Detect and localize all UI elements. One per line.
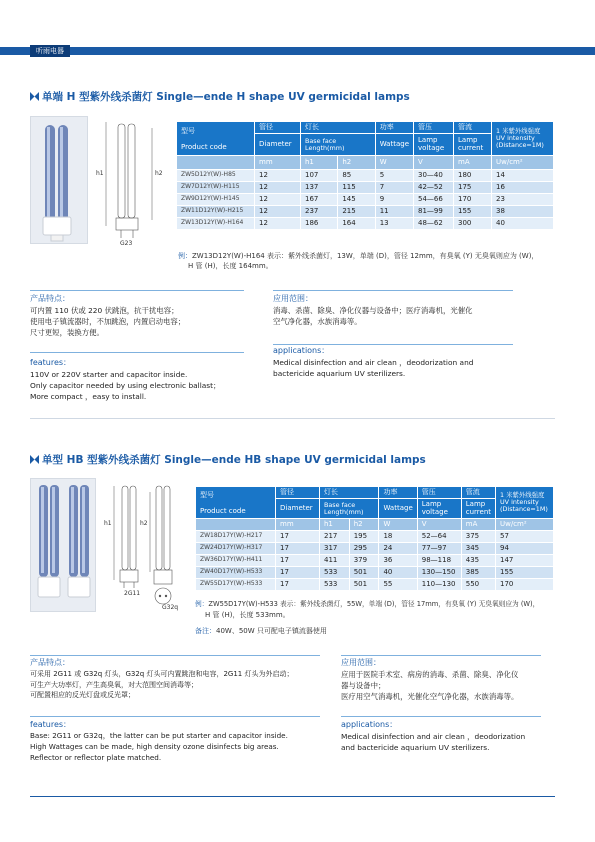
apps-en-item: bactericide aquarium UV sterilizers. xyxy=(273,369,406,379)
example-label: 例： xyxy=(178,252,192,260)
cell-wattage: 36 xyxy=(379,555,417,567)
cell-diameter: 12 xyxy=(255,206,301,218)
cell-diameter: 12 xyxy=(255,194,301,206)
table-row xyxy=(177,170,554,182)
features-cn-item: 可内置 110 伏或 220 伏跳泡，抗干扰电容； xyxy=(30,306,179,315)
cell-h2: 379 xyxy=(349,555,379,567)
example-line-2: H 管 (H)，长度 533mm。 xyxy=(205,610,290,619)
cell-h2: 164 xyxy=(338,218,375,230)
cell-voltage: 110—130 xyxy=(417,579,461,591)
cell-diameter: 17 xyxy=(276,543,320,555)
th-length-en: Base face Length(mm) xyxy=(301,134,376,156)
cell-h1: 237 xyxy=(301,206,338,218)
cell-uv: 57 xyxy=(496,531,554,543)
brand-tag: 听雨电器 xyxy=(30,45,70,57)
cell-code: ZW36D17Y(W)-H411 xyxy=(196,555,276,567)
table-row xyxy=(177,206,554,218)
cell-h1: 167 xyxy=(301,194,338,206)
th-wattage-en: Wattage xyxy=(379,499,417,519)
th-length-cn: 灯长 xyxy=(320,487,379,499)
dim-h2-label: h2 xyxy=(155,170,163,177)
example-line-2: H 管 (H)，长度 164mm。 xyxy=(188,262,273,271)
cell-voltage: 30—40 xyxy=(414,170,454,182)
unit-h1: h1 xyxy=(320,519,350,531)
dim-h1-label: h1 xyxy=(104,520,112,527)
dim-h2-label: h2 xyxy=(140,520,148,527)
section2-title-text: 单型 HB 型紫外线杀菌灯 Single—ende HB shape UV germicidal lamps xyxy=(42,454,426,466)
bowtie-icon xyxy=(30,455,39,464)
section2-spec-table xyxy=(195,486,554,591)
unit-uw: Uw/cm² xyxy=(492,156,554,170)
th-model-en: Product code xyxy=(200,507,246,515)
cell-h1: 186 xyxy=(301,218,338,230)
cell-diameter: 12 xyxy=(255,218,301,230)
th-diameter-cn: 管径 xyxy=(276,487,320,499)
th-length-en: Base face Length(mm) xyxy=(320,499,379,519)
cell-current: 435 xyxy=(461,555,495,567)
features-cn-item: 可采用 2G11 或 G32q 灯头，G32q 灯头可内置跳泡和电容，2G11 灯头为外启动； xyxy=(30,670,294,678)
th-uv-cn: 1 米紫外线强度 xyxy=(496,127,541,136)
apps-cn-heading: 应用范围： xyxy=(273,294,313,303)
bowtie-icon xyxy=(30,92,39,101)
cell-h2: 215 xyxy=(338,206,375,218)
divider xyxy=(341,655,541,656)
cell-current: 385 xyxy=(461,567,495,579)
section1-title-text: 单端 H 型紫外线杀菌灯 Single—ende H shape UV germicidal lamps xyxy=(42,91,410,103)
features-en-item: More compact ，easy to install. xyxy=(30,392,147,402)
features-en-heading: features： xyxy=(30,358,72,367)
lamp-h-photo xyxy=(30,116,88,244)
cell-current: 300 xyxy=(454,218,492,230)
th-diameter-cn: 管径 xyxy=(255,122,301,134)
lamp-hb-diagram xyxy=(102,480,182,614)
dim-h1-label: h1 xyxy=(96,170,104,177)
cell-h1: 107 xyxy=(301,170,338,182)
cell-uv: 16 xyxy=(492,182,554,194)
cell-h2: 295 xyxy=(349,543,379,555)
cell-h2: 501 xyxy=(349,567,379,579)
cell-current: 180 xyxy=(454,170,492,182)
cell-h2: 195 xyxy=(349,531,379,543)
cell-code: ZW24D17Y(W)-H317 xyxy=(196,543,276,555)
cell-wattage: 13 xyxy=(375,218,413,230)
unit-spacer xyxy=(196,519,276,531)
cell-h1: 217 xyxy=(320,531,350,543)
th-model-cn: 型号 xyxy=(200,490,214,499)
cell-voltage: 48—62 xyxy=(414,218,454,230)
example-line-1: ZW55D17Y(W)-H533 表示：紫外线杀菌灯，55W，单端 (D)，管径 17mm，有臭氧 (Y) 无臭氧则应为 (W)， xyxy=(208,600,540,608)
divider xyxy=(341,716,541,717)
unit-ma: mA xyxy=(454,156,492,170)
unit-h2: h2 xyxy=(349,519,379,531)
features-cn-item: 可配置相应的反光灯盘或反光罩； xyxy=(30,691,135,699)
cell-current: 155 xyxy=(454,206,492,218)
example-label: 例： xyxy=(195,600,209,608)
th-wattage-cn: 功率 xyxy=(379,487,417,499)
cell-diameter: 17 xyxy=(276,567,320,579)
lamp-hb-photo xyxy=(30,478,96,612)
section2-title xyxy=(30,452,426,467)
section1-example xyxy=(178,251,556,271)
unit-w: W xyxy=(375,156,413,170)
lamp-h-diagram xyxy=(94,116,164,250)
unit-h1: h1 xyxy=(301,156,338,170)
cell-diameter: 12 xyxy=(255,182,301,194)
cell-wattage: 55 xyxy=(379,579,417,591)
cell-wattage: 18 xyxy=(379,531,417,543)
apps-en-list xyxy=(341,731,556,753)
cell-voltage: 52—64 xyxy=(417,531,461,543)
unit-uw: Uw/cm² xyxy=(496,519,554,531)
divider xyxy=(273,290,513,291)
th-voltage-cn: 管压 xyxy=(417,487,461,499)
apps-cn-list xyxy=(273,305,543,327)
cell-current: 170 xyxy=(454,194,492,206)
features-en-list xyxy=(30,369,270,402)
cell-diameter: 17 xyxy=(276,531,320,543)
cell-wattage: 7 xyxy=(375,182,413,194)
unit-mm: mm xyxy=(276,519,320,531)
cell-code: ZW18D17Y(W)-H217 xyxy=(196,531,276,543)
cell-voltage: 130—150 xyxy=(417,567,461,579)
cell-current: 345 xyxy=(461,543,495,555)
section-divider xyxy=(30,418,555,419)
th-current-cn: 管流 xyxy=(461,487,495,499)
cell-voltage: 77—97 xyxy=(417,543,461,555)
th-model xyxy=(177,122,255,156)
divider xyxy=(30,352,244,353)
th-voltage-en: Lamp voltage xyxy=(417,499,461,519)
th-uv xyxy=(492,122,554,156)
divider xyxy=(30,655,320,656)
cell-h2: 145 xyxy=(338,194,375,206)
features-en-item: Reflector or reflector plate matched. xyxy=(30,752,162,762)
features-en-item: High Wattages can be made, high density ozone disinfects big areas. xyxy=(30,741,279,751)
cell-current: 175 xyxy=(454,182,492,194)
cell-code: ZW9D12Y(W)-H145 xyxy=(177,194,255,206)
unit-v: V xyxy=(414,156,454,170)
cell-h1: 411 xyxy=(320,555,350,567)
cell-current: 550 xyxy=(461,579,495,591)
cell-h2: 115 xyxy=(338,182,375,194)
apps-cn-item: 消毒、杀菌、除臭、净化仪器与设备中；医疗消毒机，光催化 xyxy=(273,306,473,315)
apps-cn-list xyxy=(341,669,556,702)
cell-voltage: 98—118 xyxy=(417,555,461,567)
features-cn-heading: 产品特点： xyxy=(30,658,70,667)
th-current-en: Lamp current xyxy=(454,134,492,156)
cell-uv: 155 xyxy=(496,567,554,579)
apps-cn-item: 医疗用空气消毒机，光催化空气净化器，水族消毒等。 xyxy=(341,692,519,702)
cell-voltage: 54—66 xyxy=(414,194,454,206)
cell-diameter: 12 xyxy=(255,170,301,182)
cell-h2: 501 xyxy=(349,579,379,591)
unit-w: W xyxy=(379,519,417,531)
table-row xyxy=(196,567,554,579)
features-cn-item: 尺寸更短，装换方便。 xyxy=(30,328,104,338)
divider xyxy=(30,290,244,291)
unit-v: V xyxy=(417,519,461,531)
cell-code: ZW13D12Y(W)-H164 xyxy=(177,218,255,230)
th-uv-en: UV intensity (Distance=1M) xyxy=(500,498,548,513)
apps-en-item: Medical disinfection and air clean ，deodorization and xyxy=(273,358,474,367)
cell-wattage: 11 xyxy=(375,206,413,218)
table-row xyxy=(196,543,554,555)
cell-code: ZW5D12Y(W)-H85 xyxy=(177,170,255,182)
th-diameter-en: Diameter xyxy=(255,134,301,156)
table-row xyxy=(177,194,554,206)
cell-uv: 38 xyxy=(492,206,554,218)
unit-mm: mm xyxy=(255,156,301,170)
th-wattage-en: Wattage xyxy=(375,134,413,156)
apps-cn-item: 器与设备中； xyxy=(341,681,386,691)
th-uv-en: UV intensity (Distance=1M) xyxy=(496,134,544,149)
th-uv-cn: 1 米紫外线强度 xyxy=(500,491,545,500)
remark-label: 备注： xyxy=(195,626,216,635)
cell-wattage: 40 xyxy=(379,567,417,579)
cell-code: ZW55D17Y(W)-H533 xyxy=(196,579,276,591)
cell-code: ZW11D12Y(W)-H215 xyxy=(177,206,255,218)
cell-h1: 137 xyxy=(301,182,338,194)
features-en-heading: features： xyxy=(30,720,72,729)
cell-current: 375 xyxy=(461,531,495,543)
divider xyxy=(30,716,320,717)
base-label: G23 xyxy=(120,240,133,247)
cell-h2: 85 xyxy=(338,170,375,182)
cell-diameter: 17 xyxy=(276,555,320,567)
th-uv xyxy=(496,487,554,519)
cell-uv: 23 xyxy=(492,194,554,206)
cell-code: ZW40D17Y(W)-H533 xyxy=(196,567,276,579)
cell-uv: 94 xyxy=(496,543,554,555)
remark-text: 40W、50W 只可配电子镇流器使用 xyxy=(216,626,327,635)
base-label-g32q: G32q xyxy=(162,604,179,611)
unit-h2: h2 xyxy=(338,156,375,170)
top-banner xyxy=(0,47,595,55)
apps-en-heading: applications： xyxy=(341,720,398,729)
cell-h1: 317 xyxy=(320,543,350,555)
apps-en-item: and bactericide aquarium UV sterilizers. xyxy=(341,743,490,753)
cell-h1: 533 xyxy=(320,567,350,579)
table-row xyxy=(177,182,554,194)
th-current-en: Lamp current xyxy=(461,499,495,519)
cell-uv: 40 xyxy=(492,218,554,230)
example-line-1: ZW13D12Y(W)-H164 表示：紫外线杀菌灯，13W，单端 (D)，管径 12mm，有臭氧 (Y) 无臭氧则应为 (W)， xyxy=(192,252,539,260)
th-model-cn: 型号 xyxy=(181,126,195,135)
apps-cn-heading: 应用范围： xyxy=(341,658,381,667)
cell-wattage: 9 xyxy=(375,194,413,206)
table-row xyxy=(177,218,554,230)
cell-uv: 14 xyxy=(492,170,554,182)
th-wattage-cn: 功率 xyxy=(375,122,413,134)
unit-spacer xyxy=(177,156,255,170)
apps-cn-item: 空气净化器，水族消毒等。 xyxy=(273,317,362,327)
features-en-item: 110V or 220V starter and capacitor inside. xyxy=(30,370,188,379)
cell-uv: 147 xyxy=(496,555,554,567)
apps-cn-item: 应用于医院手术室、病房的消毒、杀菌、除臭、净化仪 xyxy=(341,670,519,679)
apps-en-item: Medical disinfection and air clean ，deodorization xyxy=(341,732,526,741)
table-row xyxy=(196,579,554,591)
base-label-2g11: 2G11 xyxy=(124,590,141,597)
unit-ma: mA xyxy=(461,519,495,531)
th-voltage-cn: 管压 xyxy=(414,122,454,134)
features-cn-item: 可生产大功率灯，产生高臭氧，对大范围空间消毒等； xyxy=(30,680,198,689)
table-row xyxy=(196,555,554,567)
apps-en-list xyxy=(273,357,543,379)
th-current-cn: 管流 xyxy=(454,122,492,134)
cell-wattage: 5 xyxy=(375,170,413,182)
footer-rule xyxy=(30,796,555,797)
cell-uv: 170 xyxy=(496,579,554,591)
features-en-item: Base: 2G11 or G32q，the latter can be put starter and capacitor inside. xyxy=(30,731,288,740)
cell-h1: 533 xyxy=(320,579,350,591)
features-cn-list xyxy=(30,305,260,338)
apps-en-heading: applications： xyxy=(273,346,330,355)
section1-spec-table xyxy=(176,121,554,230)
cell-code: ZW7D12Y(W)-H115 xyxy=(177,182,255,194)
th-model-en: Product code xyxy=(181,143,227,151)
features-cn-item: 使用电子镇流器时，不加跳泡，内置启动电容； xyxy=(30,317,186,327)
th-voltage-en: Lamp voltage xyxy=(414,134,454,156)
th-diameter-en: Diameter xyxy=(276,499,320,519)
features-cn-list xyxy=(30,669,330,701)
features-cn-heading: 产品特点： xyxy=(30,294,70,303)
cell-voltage: 81—99 xyxy=(414,206,454,218)
section2-example xyxy=(195,600,557,636)
features-en-list xyxy=(30,731,335,763)
cell-wattage: 24 xyxy=(379,543,417,555)
th-model xyxy=(196,487,276,519)
table-row xyxy=(196,531,554,543)
cell-voltage: 42—52 xyxy=(414,182,454,194)
th-length-cn: 灯长 xyxy=(301,122,376,134)
section1-title xyxy=(30,89,410,104)
features-en-item: Only capacitor needed by using electronic ballast； xyxy=(30,381,221,391)
cell-diameter: 17 xyxy=(276,579,320,591)
